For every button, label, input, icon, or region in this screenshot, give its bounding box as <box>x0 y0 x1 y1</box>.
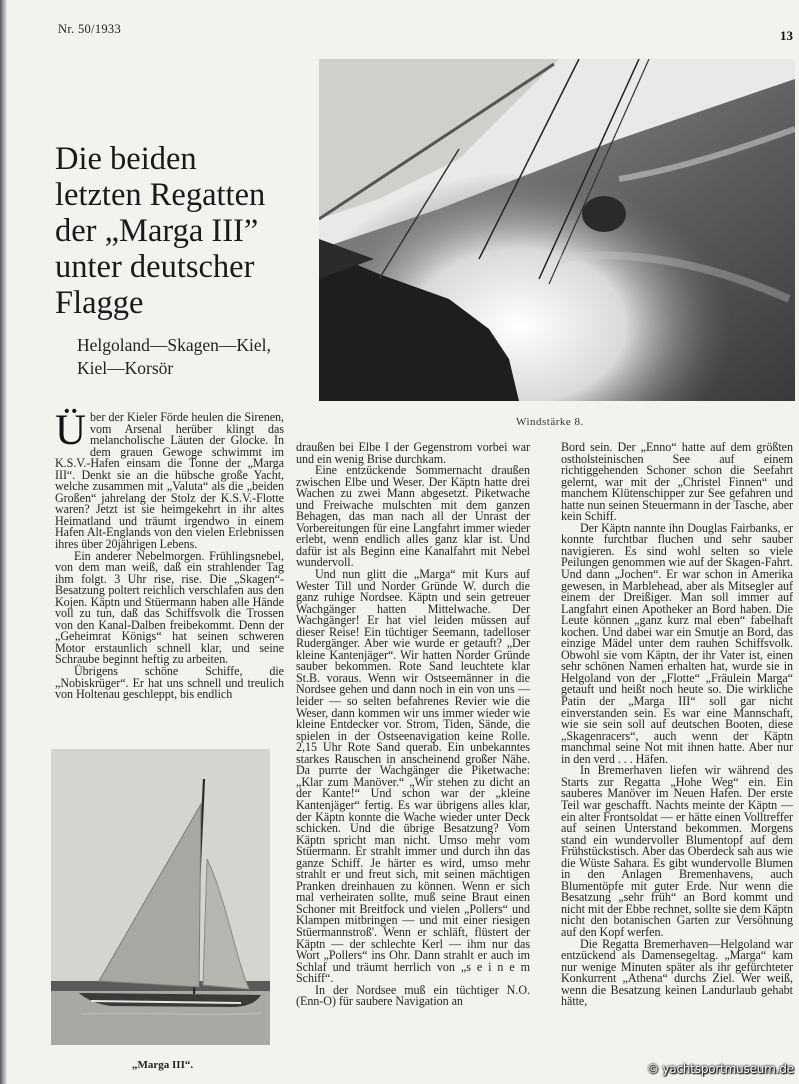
paragraph: Eine entzückende Sommernacht draußen zwischen Elbe und Weser. Der Käptn hatte drei Wachen zu zwei Mann abgesetzt. Piketwache und Freiwache mulschten mit dem ganzen Behagen, das man nach all der Unrast der Vorbereitungen für eine Langfahrt immer wieder erlebt, wenn endlich alles ganz klar ist. Und dafür ist als Beginn eine Kanalfahrt mit Nebel wundervoll. <box>296 463 530 570</box>
paragraph: Die Regatta Bremerhaven—Helgoland war entzückend als Damensegeltag. „Marga“ kam nur wenige Minuten später als ihr gefürchteter Konkurrent „Athena“ durchs Ziel. Wer weiß, wenn die Besatzung keinen Landurlaub gehabt hätte, <box>561 936 793 1009</box>
paragraph: Der Käptn nannte ihn Douglas Fairbanks, er konnte furchtbar fluchen und sehr sauber navigieren. Es sind wohl selten so viele Peilungen genommen wie auf der Skagen-Fahrt. Und dann „Jochen“. Er war schon in Amerika gewesen, in Marblehead, aber als Mitsegler auf einem der Dreißiger. Man soll immer auf Langfahrt einen Apotheker an Bord haben. Die Leute können „ganz kurz mal eben“ fabelhaft kochen. Und dabei war ein Smutje an Bord, das einzige Mädel unter dem rauhen Schiffsvolk. Obwohl sie vom Käptn, der ihr Vater ist, einen sehr schönen Namen erhalten hat, wurde sie in Helgoland von der „Flotte“ „Fräulein Marga“ getauft und heißt noch heute so. Die wirkliche Patin der „Marga III“ soll gar nicht einverstanden sein. Es war eine Mannschaft, wie sie sein soll auf deutschen Booten, diese „Skagenracers“, auch wenn der Käptn manchmal seine Not mit ihnen hatte. Aber nur in den verd . . . Häfen. <box>561 520 793 766</box>
photo-marga-iii <box>51 749 270 1045</box>
paragraph: draußen bei Elbe I der Gegenstrom vorbei war und ein wenig Brise durchkam. <box>296 440 530 466</box>
paragraph: Und nun glitt die „Marga“ mit Kurs auf Wester Till und Norder Gründe W. durch die ganz ruhige Nordsee. Käptn und sein getreuer Wachgänger hatten Mittelwache. Der Wachgänger! Er hat viel leiden müssen auf dieser Reise! Ein tüchtiger Seemann, tadelloser Rudergänger. Aber wie wurde er getauft? „Der kleine Kantenjäger“. Wir hatten Norder Gründe sauber bekommen. Rote Sand leuchtete klar St.B. voraus. Wenn wir Ostseemänner in die Nordsee gehen und dann noch in ein von uns — leider — so selten befahrenes Revier wie die Weser, dann kommen wir uns immer wieder wie kleine Entdecker vor. Strom, Tiden, Sände, die spielen in der Ostseenavigation keine Rolle. 2,15 Uhr Rote Sand querab. Ein unbekanntes starkes Rauschen in anscheinend großer Nähe. Da purrte der Wachgänger die Piketwache: „Klar zum Manöver.“ „Wir stehen zu dicht an der Kante!“ Und schon war der „kleine Kantenjäger“ fertig. Es war übrigens alles klar, der Käptn konnte die Wache wieder unter Deck schicken. Und die übrige Besatzung? Vom Käptn spricht man nicht. Umso mehr vom Stüermann. Er strahlt immer und durch ihn das ganze Schiff. Je härter es wird, umso mehr strahlt er und freut sich, mit seinen mächtigen Pranken dreinhauen zu können. Wenn er sich mal verheiraten sollte, muß seine Braut einen Schoner mit Breitfock und vielen „Pollers“ und Klampen mitbringen — und mit einer riesigen Stüermannstroß'. Wenn er schläft, flüstert der Käptn — der schlechte Kerl — ihm nur das Wort „Pollers“ ins Ohr. Dann strahlt er auch im Schlaf und träumt herrlich von „s e i n e m Schiff“. <box>296 567 530 986</box>
paragraph: Über der Kieler Förde heulen die Sirenen, vom Arsenal herüber klingt das melancholische Läuten der Glocke. In dem grauen Gewoge schwimmt im K.S.V.-Hafen einsam die Tonne der „Marga III“. Denkt sie an die hübsche große Yacht, welche zusammen mit „Valuta“ als die „beiden Großen“ jahrelang der Stolz der K.S.V.-Flotte waren? Jetzt ist sie heimgekehrt in ihr altes Heimatland und träumt irgendwo in einem Hafen Alt-Englands von den vielen Erlebnissen ihres über 20jährigen Lebens. <box>55 407 284 552</box>
subtitle-line: Kiel—Korsör <box>77 358 174 378</box>
drop-cap: Ü <box>55 407 87 454</box>
title-line: unter deutscher <box>55 249 255 285</box>
paragraph: Übrigens schöne Schiffe, die „Nobiskrüger“. Er hat uns schnell und treulich von Holtenau geschleppt, bis endlich <box>55 664 284 702</box>
sailing-yacht-icon <box>51 749 270 1045</box>
photo-caption: „Marga III“. <box>132 1059 194 1071</box>
issue-number: Nr. 50/1933 <box>58 22 122 36</box>
paragraph: In der Nordsee muß ein tüchtiger N.O. (Enn-O) für saubere Navigation an <box>296 982 530 1009</box>
paragraph: Bord sein. Der „Enno“ hatte auf dem größten ostholsteinischen See auf einem richtiggehenden Schoner schon die Seefahrt gelernt, war mit der „Christel Finnen“ und manchem Klütenschipper zur See gefahren und hatte nun seinen Steuermann in der Tasche, aber kein Schiff. <box>561 440 793 524</box>
title-line: Flagge <box>55 285 144 321</box>
heavy-seas-photo-icon <box>319 59 795 401</box>
article-subtitle <box>77 334 307 380</box>
title-line: Die beiden <box>55 141 197 177</box>
photo-caption: Windstärke 8. <box>516 416 584 428</box>
title-line: letzten Regatten <box>55 177 266 213</box>
text-column-3 <box>561 442 793 1008</box>
text-column-1 <box>55 407 284 702</box>
paragraph: Ein anderer Nebelmorgen. Frühlingsnebel, von dem man weiß, daß ein strahlender Tag ihm folgt. 3 Uhr rise, rise. Die „Skagen“-Besatzung poltert reichlich verschlafen aus den Kojen. Käptn und Stüermann haben alle Hände voll zu tun, daß das Schiffsvolk die Trossen von den Kanal-Dalben freibekommt. Denn der „Geheimrat Königs“ hat seinen schweren Motor erstaunlich schnell klar, und seine Schraube beginnt heftig zu arbeiten. <box>55 548 284 667</box>
copyright-watermark: © yachtsportmuseum.de <box>647 1062 794 1076</box>
paragraph: In Bremerhaven liefen wir während des Starts zur Regatta „Hohe Weg“ ein. Ein sauberes Manöver im Neuen Hafen. Der erste Teil war geschafft. Nachts meinte der Käptn — ein alter Frontsoldat — er hätte einen Volltreffer auf seinen Unterstand bekommen. Morgens stand ein wundervoller Blumentopf auf dem Frühstückstisch. Aber das Oberdeck sah aus wie die Wüste Sahara. Es gibt wundervolle Blumen in den Anlagen Bremenhavens, auch Blumentöpfe mit guter Erde. Nur wenn die Besatzung „sehr früh“ an Bord kommt und nicht mit der Ebbe rechnet, sollte sie dem Käptn nicht den botanischen Garten zur Versöhnung auf den Kopf werfen. <box>561 763 793 939</box>
page-number: 13 <box>780 28 793 43</box>
page-binding-edge <box>0 0 7 1084</box>
photo-windstaerke-8 <box>319 59 795 401</box>
title-line: der „Marga III” <box>55 213 259 249</box>
article-title <box>55 141 305 321</box>
subtitle-line: Helgoland—Skagen—Kiel, <box>77 335 271 355</box>
text-column-2 <box>296 442 530 1008</box>
